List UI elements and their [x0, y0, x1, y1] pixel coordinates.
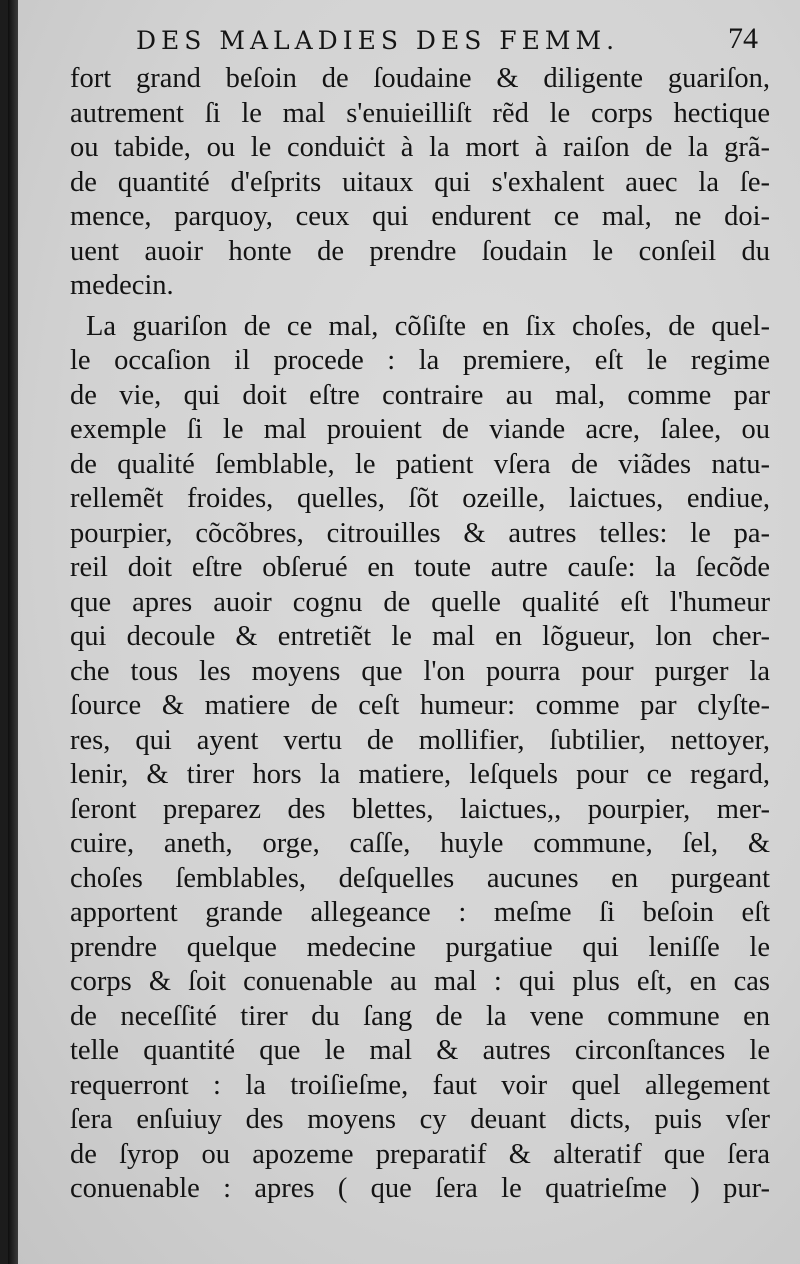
text-line: cuire, aneth, orge, caſſe, huyle commune, ſel, &	[70, 828, 770, 859]
text-line: uent auoir honte de prendre ſoudain le conſeil du	[70, 235, 770, 267]
text-line: La guariſon de ce mal, cõſiſte en ſix choſes, de quel-	[86, 310, 770, 342]
text-line: reil doit eſtre obſerué en toute autre cauſe: la ſecõde	[70, 552, 770, 583]
text-line: de ſyrop ou apozeme preparatif & alteratif que ſera	[70, 1138, 770, 1170]
paragraph	[70, 310, 770, 1207]
text-line: apportent grande allegeance : meſme ſi beſoin eſt	[70, 897, 770, 928]
text-line: ſera enſuiuy des moyens cy deuant dicts, puis vſer	[70, 1104, 770, 1135]
page-header	[136, 22, 776, 62]
text-line: ſeront preparez des blettes, laictues,, pourpier, mer-	[70, 793, 770, 825]
text-line: ſource & matiere de ceſt humeur: comme par clyſte-	[70, 690, 770, 721]
text-line: medecin.	[70, 270, 174, 301]
text-line: lenir, & tirer hors la matiere, leſquels pour ce regard,	[70, 759, 770, 790]
text-line: de quantité d'eſprits uitaux qui s'exhalent auec la ſe-	[70, 166, 770, 198]
page-number: 74	[728, 22, 758, 55]
text-line: de qualité ſemblable, le patient vſera de viãdes natu-	[70, 448, 770, 480]
paragraph	[70, 62, 770, 304]
text-line: autrement ſi le mal s'enuieilliſt rẽd le corps hectique	[70, 97, 770, 129]
text-line: rellemẽt froides, quelles, ſõt ozeille, laictues, endiue,	[70, 483, 770, 514]
text-line: requerront : la troiſieſme, faut voir quel allegement	[70, 1069, 770, 1101]
text-line: choſes ſemblables, deſquelles aucunes en purgeant	[70, 862, 770, 894]
text-line: pourpier, cõcõbres, citrouilles & autres telles: le pa-	[70, 517, 770, 549]
text-line: exemple ſi le mal prouient de viande acre, ſalee, ou	[70, 414, 770, 445]
text-line: ou tabide, ou le conduiċt à la mort à raiſon de la grã-	[70, 132, 770, 163]
text-line: mence, parquoy, ceux qui endurent ce mal, ne doi-	[70, 201, 770, 232]
text-line: che tous les moyens que l'on pourra pour purger la	[70, 655, 770, 687]
text-line: que apres auoir cognu de quelle qualité eſt l'humeur	[70, 586, 770, 618]
text-line: le occaſion il procede : la premiere, eſt le regime	[70, 345, 770, 376]
text-line: res, qui ayent vertu de mollifier, ſubtilier, nettoyer,	[70, 724, 770, 756]
text-line: conuenable : apres ( que ſera le quatrieſme ) pur-	[70, 1173, 770, 1204]
text-line: de neceſſité tirer du ſang de la vene commune en	[70, 1000, 770, 1032]
running-head: DES MALADIES DES FEMM.	[136, 26, 620, 55]
text-line: fort grand beſoin de ſoudaine & diligente guariſon,	[70, 63, 770, 94]
text-block	[70, 62, 770, 1207]
text-line: telle quantité que le mal & autres circonſtances le	[70, 1035, 770, 1066]
text-line: corps & ſoit conuenable au mal : qui plus eſt, en cas	[70, 966, 770, 997]
binding-shadow	[8, 0, 18, 1264]
book-page	[8, 0, 800, 1264]
text-line: qui decoule & entretiẽt le mal en lõgueur, lon cher-	[70, 621, 770, 652]
text-line: de vie, qui doit eſtre contraire au mal, comme par	[70, 379, 770, 411]
text-line: prendre quelque medecine purgatiue qui leniſſe le	[70, 931, 770, 963]
